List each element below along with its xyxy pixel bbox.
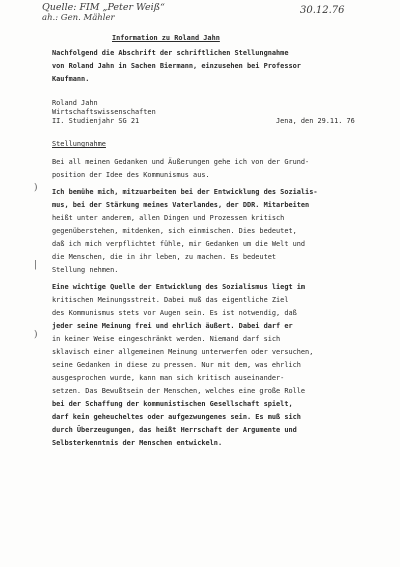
body-line-15: sklavisch einer allgemeinen Meinung unterwerfen oder versuchen, [52,348,314,356]
body-line-21: durch Überzeugungen, das heißt Herrschaft der Argumente und [52,426,297,434]
body-line-2: position der Idee des Kommunismus aus. [52,171,210,179]
body-line-13: jeder seine Meinung frei und ehrlich äußert. Dabei darf er [52,322,293,330]
place-date: Jena, den 29.11. 76 [276,117,355,125]
handwritten-source-note: Quelle: FIM „Peter Weiß“ [42,2,165,13]
body-line-16: seine Gedanken in diese zu pressen. Nur mit dem, was ehrlich [52,361,301,369]
margin-mark-3: ) [34,330,38,340]
body-line-4: mus, bei der Stärkung meines Vaterlandes, der DDR. Mitarbeiten [52,201,310,209]
body-line-7: daß ich mich verpflichtet fühle, mir Gedanken um die Welt und [52,240,306,248]
document-title: Information zu Roland Jahn [112,34,220,42]
body-line-19: bei der Schaffung der kommunistischen Gesellschaft spielt, [52,400,293,408]
intro-line-2: von Roland Jahn in Sachen Biermann, einzusehen bei Professor [52,62,301,70]
body-line-11: kritischen Meinungsstreit. Dabei muß das eigentliche Ziel [52,296,289,304]
sender-year: II. Studienjahr SG 21 [52,117,140,125]
body-line-20: darf kein geheucheltes oder aufgezwungenes sein. Es muß sich [52,413,301,421]
body-line-10: Eine wichtige Quelle der Entwicklung des Sozialismus liegt im [52,283,306,291]
body-line-1: Bei all meinen Gedanken und Äußerungen gehe ich von der Grund- [52,158,310,166]
body-line-14: in keiner Weise eingeschränkt werden. Niemand darf sich [52,335,281,343]
sender-faculty: Wirtschaftswissenschaften [52,108,156,116]
body-line-9: Stellung nehmen. [52,266,119,274]
body-line-5: heißt unter anderem, allen Dingen und Prozessen kritisch [52,214,285,222]
body-line-8: die Menschen, die in ihr leben, zu machen. Es bedeutet [52,253,277,261]
intro-line-3: Kaufmann. [52,75,90,83]
body-line-12: des Kommunismus stets vor Augen sein. Es ist notwendig, daß [52,309,297,317]
margin-mark-1: ) [34,183,38,193]
handwritten-date: 30.12.76 [300,5,345,16]
body-line-17: ausgesprochen wurde, kann man sich kritisch auseinander- [52,374,285,382]
margin-mark-2: | [34,260,38,270]
body-line-6: gegenüberstehen, mitdenken, sich einmischen. Dies bedeutet, [52,227,297,235]
handwritten-recipient-note: ah.: Gen. Mähler [42,13,115,23]
body-line-22: Selbsterkenntnis der Menschen entwickeln. [52,439,223,447]
body-line-3: Ich bemühe mich, mitzuarbeiten bei der Entwicklung des Sozialis- [52,188,318,196]
sender-name: Roland Jahn [52,99,98,107]
body-line-18: setzen. Das Bewußtsein der Menschen, welches eine große Rolle [52,387,306,395]
intro-line-1: Nachfolgend die Abschrift der schriftlichen Stellungnahme [52,49,289,57]
section-heading: Stellungnahme [52,140,106,148]
